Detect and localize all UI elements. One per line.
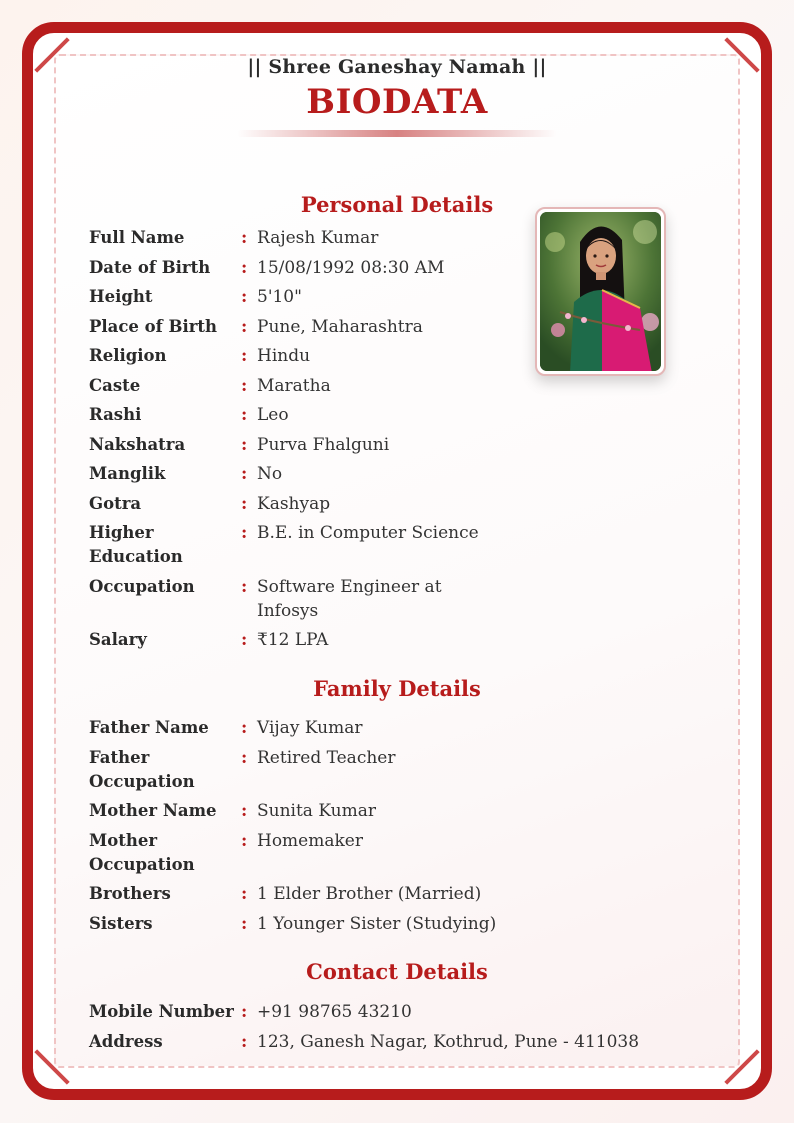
page-title: BIODATA (306, 82, 488, 122)
detail-value: 123, Ganesh Nagar, Kothrud, Pune - 411038 (257, 1031, 640, 1052)
detail-row-sisters (89, 912, 549, 936)
detail-row-place-of-birth (89, 315, 529, 339)
detail-row-rashi (89, 403, 529, 427)
personal-details-list (89, 226, 529, 658)
detail-label: Full Name (89, 228, 185, 247)
detail-label: Brothers (89, 884, 171, 903)
detail-value: Purva Fhalguni (257, 434, 390, 455)
detail-value: Retired Teacher (257, 747, 396, 768)
separator: : (241, 287, 248, 307)
detail-row-address (89, 1030, 689, 1054)
separator: : (241, 493, 248, 514)
contact-details-list (89, 1000, 689, 1059)
detail-row-occupation (89, 575, 529, 623)
detail-label: Mobile Number (89, 1002, 234, 1021)
detail-label: Manglik (89, 464, 166, 483)
title-underline (237, 130, 557, 137)
biodata-header (0, 56, 794, 137)
separator: : (241, 434, 248, 455)
detail-value: 1 Younger Sister (Studying) (257, 913, 497, 934)
detail-row-mobile-number (89, 1000, 689, 1024)
detail-row-father-occupation (89, 746, 549, 794)
detail-label: Religion (89, 346, 167, 365)
separator: : (241, 1031, 248, 1052)
detail-label: Place of Birth (89, 316, 218, 336)
separator: : (241, 884, 248, 904)
detail-label: Occupation (89, 576, 195, 596)
detail-row-nakshatra (89, 433, 529, 457)
detail-value: Hindu (257, 346, 311, 366)
detail-row-brothers (89, 882, 549, 906)
detail-row-full-name (89, 226, 529, 250)
detail-label: Mother Occupation (89, 830, 195, 874)
detail-value: 5'10" (257, 287, 302, 307)
separator: : (241, 913, 248, 934)
separator: : (241, 257, 248, 278)
detail-row-mother-occupation (89, 829, 549, 877)
separator: : (241, 523, 248, 543)
detail-label: Father Name (89, 718, 209, 737)
detail-value: Leo (257, 405, 289, 425)
detail-value: 1 Elder Brother (Married) (257, 884, 482, 904)
detail-label: Higher Education (89, 523, 183, 566)
detail-label: Gotra (89, 493, 142, 513)
section-title-family: Family Details (313, 676, 481, 701)
separator: : (241, 464, 248, 484)
separator: : (241, 375, 248, 396)
detail-label: Caste (89, 375, 141, 395)
invocation-text: || Shree Ganeshay Namah || (247, 56, 547, 78)
detail-value: Kashyap (257, 493, 331, 514)
detail-value: 15/08/1992 08:30 AM (257, 257, 445, 278)
separator: : (241, 346, 248, 366)
detail-row-mother-name (89, 799, 549, 823)
detail-value: Pune, Maharashtra (257, 316, 423, 337)
section-title-personal: Personal Details (300, 192, 494, 217)
detail-row-date-of-birth (89, 256, 529, 280)
separator: : (241, 830, 248, 851)
detail-row-father-name (89, 716, 549, 740)
detail-value: Software Engineer at Infosys (257, 576, 442, 621)
detail-row-salary (89, 628, 529, 652)
detail-label: Father Occupation (89, 747, 195, 791)
detail-row-manglik (89, 462, 529, 486)
detail-row-height (89, 285, 529, 309)
detail-value: Rajesh Kumar (257, 228, 379, 248)
separator: : (241, 630, 248, 650)
separator: : (241, 747, 248, 768)
detail-value: Maratha (257, 375, 331, 396)
detail-value: ₹12 LPA (257, 630, 329, 650)
detail-value: B.E. in Computer Science (257, 523, 479, 543)
detail-label: Salary (89, 630, 147, 649)
detail-row-gotra (89, 492, 529, 516)
detail-label: Nakshatra (89, 434, 186, 454)
detail-value: Sunita Kumar (257, 801, 377, 821)
separator: : (241, 316, 248, 337)
separator: : (241, 405, 248, 425)
separator: : (241, 228, 248, 248)
separator: : (241, 718, 248, 738)
detail-value: Homemaker (257, 830, 363, 851)
family-details-list (89, 716, 549, 941)
detail-row-religion (89, 344, 529, 368)
detail-label: Address (89, 1031, 163, 1051)
detail-label: Sisters (89, 913, 153, 933)
detail-row-caste (89, 374, 529, 398)
profile-photo-image (540, 212, 661, 371)
portrait-illustration (540, 212, 661, 371)
separator: : (241, 1002, 248, 1022)
detail-label: Rashi (89, 405, 142, 424)
section-title-contact: Contact Details (306, 959, 488, 984)
detail-label: Height (89, 287, 153, 306)
detail-value: +91 98765 43210 (257, 1002, 412, 1022)
separator: : (241, 576, 248, 597)
detail-row-higher-education (89, 521, 529, 569)
detail-label: Mother Name (89, 801, 217, 820)
detail-label: Date of Birth (89, 257, 211, 277)
detail-value: Vijay Kumar (257, 718, 363, 738)
detail-value: No (257, 464, 283, 484)
separator: : (241, 801, 248, 821)
profile-photo (535, 207, 666, 376)
